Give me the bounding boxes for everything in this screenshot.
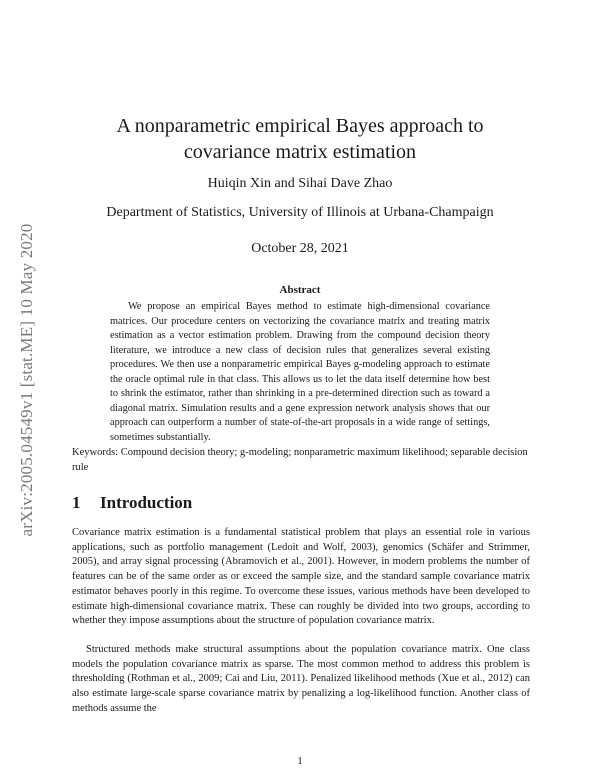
paper-date: October 28, 2021 bbox=[251, 241, 349, 256]
intro-paragraph-2: Structured methods make structural assumptions about the population covariance matrix. One class models the population covariance matrix as sparse. The most common method to address this problem is thresholding (Rothman et al., 2009; Cai and Liu, 2011). Penalized likelihood methods (Xue et al., 2012) can also estimate large-scale sparse covariance matrix by penalizing a log-likelihood function. Another class of methods assume the bbox=[72, 644, 530, 714]
paper-authors: Huiqin Xin and Sihai Dave Zhao bbox=[207, 176, 393, 191]
section-title: Introduction bbox=[100, 493, 193, 512]
paper-title: A nonparametric empirical Bayes approach to covariance matrix estimation bbox=[116, 115, 484, 163]
keywords-line: Keywords: Compound decision theory; g-modeling; nonparametric maximum likelihood; separable decision rule bbox=[72, 447, 528, 473]
section-number: 1 bbox=[72, 493, 81, 512]
arxiv-identifier-stamp bbox=[4, 195, 50, 565]
section-heading-introduction bbox=[72, 493, 192, 513]
page-number: 1 bbox=[297, 755, 303, 767]
arxiv-identifier-text: arXiv:2005.04549v1 [stat.ME] 10 May 2020 bbox=[17, 223, 36, 537]
abstract-heading: Abstract bbox=[279, 284, 321, 296]
author-affiliation: Department of Statistics, University of Illinois at Urbana-Champaign bbox=[106, 205, 494, 220]
abstract-text: We propose an empirical Bayes method to estimate high-dimensional covariance matrices. Our procedure centers on vectorizing the covariance matrix and treating matrix estimation as a vector estimation problem. Drawing from the compound decision theory literature, we introduce a new class of decision rules that generalizes several existing procedures. We then use a nonparametric empirical Bayes g-modeling approach to estimate the oracle optimal rule in that class. This allows us to let the data itself determine how best to shrink the estimator, rather than shrinking in a pre-determined direction such as toward a diagonal matrix. Simulation results and a gene expression network analysis shows that our approach can outperform a number of state-of-the-art proposals in a wide range of settings, sometimes substantially. bbox=[110, 301, 490, 443]
intro-paragraph-1: Covariance matrix estimation is a fundamental statistical problem that plays an essential role in various applications, such as portfolio management (Ledoit and Wolf, 2003), genomics (Schäfer and Strimmer, 2005), and array signal processing (Abramovich et al., 2001). However, in modern problems the number of features can be of the same order as or exceed the sample size, and the standard sample covariance matrix estimator behaves poorly in this regime. To overcome these issues, various methods have been developed to estimate high-dimensional covariance matrix. These can roughly be divided into two groups, according to whether they impose assumptions about the structure of population covariance matrix. bbox=[72, 527, 530, 627]
